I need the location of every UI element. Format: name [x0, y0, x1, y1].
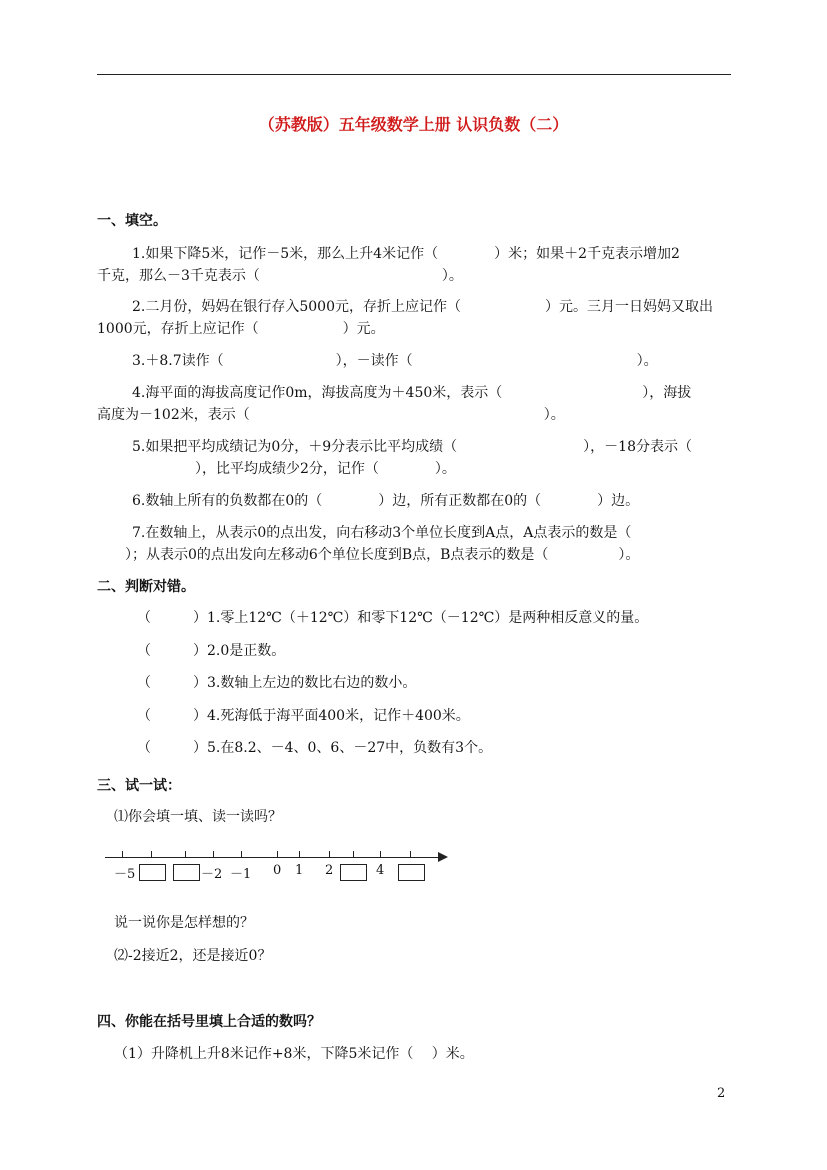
number-line-tick [380, 851, 381, 857]
judge-item: （ ）4.死海低于海平面400米，记作＋400米。 [137, 708, 470, 724]
answer-box[interactable] [340, 864, 367, 881]
section-3-sub2: ⑵-2接近2，还是接近0？ [114, 948, 272, 964]
judge-item: （ ）3.数轴上左边的数比右边的数小。 [137, 675, 417, 691]
page-title: （苏教版）五年级数学上册 认识负数（二） [258, 115, 569, 134]
header-rule [97, 74, 731, 75]
number-line-tick [329, 851, 330, 857]
section-4-q1: （1）升降机上升8米记作+8米，下降5米记作（ ）米。 [114, 1046, 474, 1062]
section-3-heading: 三、试一试： [97, 778, 181, 794]
judge-item: （ ）5.在8.2、－4、0、6、－27中，负数有3个。 [137, 740, 493, 756]
q6-line-1: 6.数轴上所有的负数都在0的（ ）边，所有正数都在0的（ ）边。 [132, 493, 640, 509]
page-number: 2 [717, 1086, 726, 1101]
section-2-heading: 二、判断对错。 [97, 579, 195, 595]
judge-item: （ ）2.0是正数。 [137, 643, 286, 659]
number-line-tick [241, 851, 242, 857]
number-line-axis [105, 857, 440, 858]
q4-line-2: 高度为－102米，表示（ ）。 [97, 407, 565, 423]
number-line-tick [410, 851, 411, 857]
number-line-tick [185, 851, 186, 857]
q7-line-1: 7.在数轴上，从表示0的点出发，向右移动3个单位长度到A点，A点表示的数是（ [132, 525, 632, 541]
number-line-tick [151, 851, 152, 857]
q5-line-1: 5.如果把平均成绩记为0分，＋9分表示比平均成绩（ ），－18分表示（ [132, 439, 692, 455]
judge-item: （ ）1.零上12℃（＋12℃）和零下12℃（－12℃）是两种相反意义的量。 [137, 610, 649, 626]
number-line-label: －2 [201, 867, 223, 882]
number-line-label: 0 [273, 863, 282, 878]
number-line-label: 2 [325, 863, 334, 878]
q4-line-1: 4.海平面的海拔高度记作0m，海拔高度为＋450米，表示（ ），海拔 [132, 385, 692, 401]
number-line-label: －1 [230, 867, 252, 882]
q1-line-1: 1.如果下降5米，记作－5米，那么上升4米记作（ ）米；如果＋2千克表示增加2 [132, 246, 680, 262]
q7-line-2: ）；从表示0的点出发向左移动6个单位长度到B点，B点表示的数是（ ）。 [97, 547, 640, 563]
number-line-tick [213, 851, 214, 857]
answer-box[interactable] [398, 864, 425, 881]
q5-line-2: ），比平均成绩少2分，记作（ ）。 [97, 461, 456, 477]
section-3-sub1: ⑴你会填一填、读一读吗？ [114, 809, 282, 825]
number-line-tick [353, 851, 354, 857]
number-line-tick [122, 851, 123, 857]
number-line-tick [277, 851, 278, 857]
q2-line-2: 1000元，存折上应记作（ ）元。 [97, 321, 385, 337]
q1-line-2: 千克，那么－3千克表示（ ）。 [97, 268, 463, 284]
number-line-label: 4 [376, 863, 385, 878]
arrow-right-icon [438, 852, 448, 862]
q2-line-1: 2.二月份，妈妈在银行存入5000元，存折上应记作（ ）元。三月一日妈妈又取出 [132, 299, 713, 315]
number-line-label: －5 [114, 867, 136, 882]
number-line-tick [299, 851, 300, 857]
answer-box[interactable] [139, 864, 166, 881]
number-line-label: 1 [295, 863, 304, 878]
q3-line-1: 3.＋8.7读作（ ），－读作（ ）。 [132, 353, 658, 369]
section-1-heading: 一、填空。 [97, 213, 167, 229]
section-4-heading: 四、你能在括号里填上合适的数吗？ [97, 1014, 321, 1030]
answer-box[interactable] [173, 864, 200, 881]
section-3-prompt: 说一说你是怎样想的？ [114, 915, 254, 931]
